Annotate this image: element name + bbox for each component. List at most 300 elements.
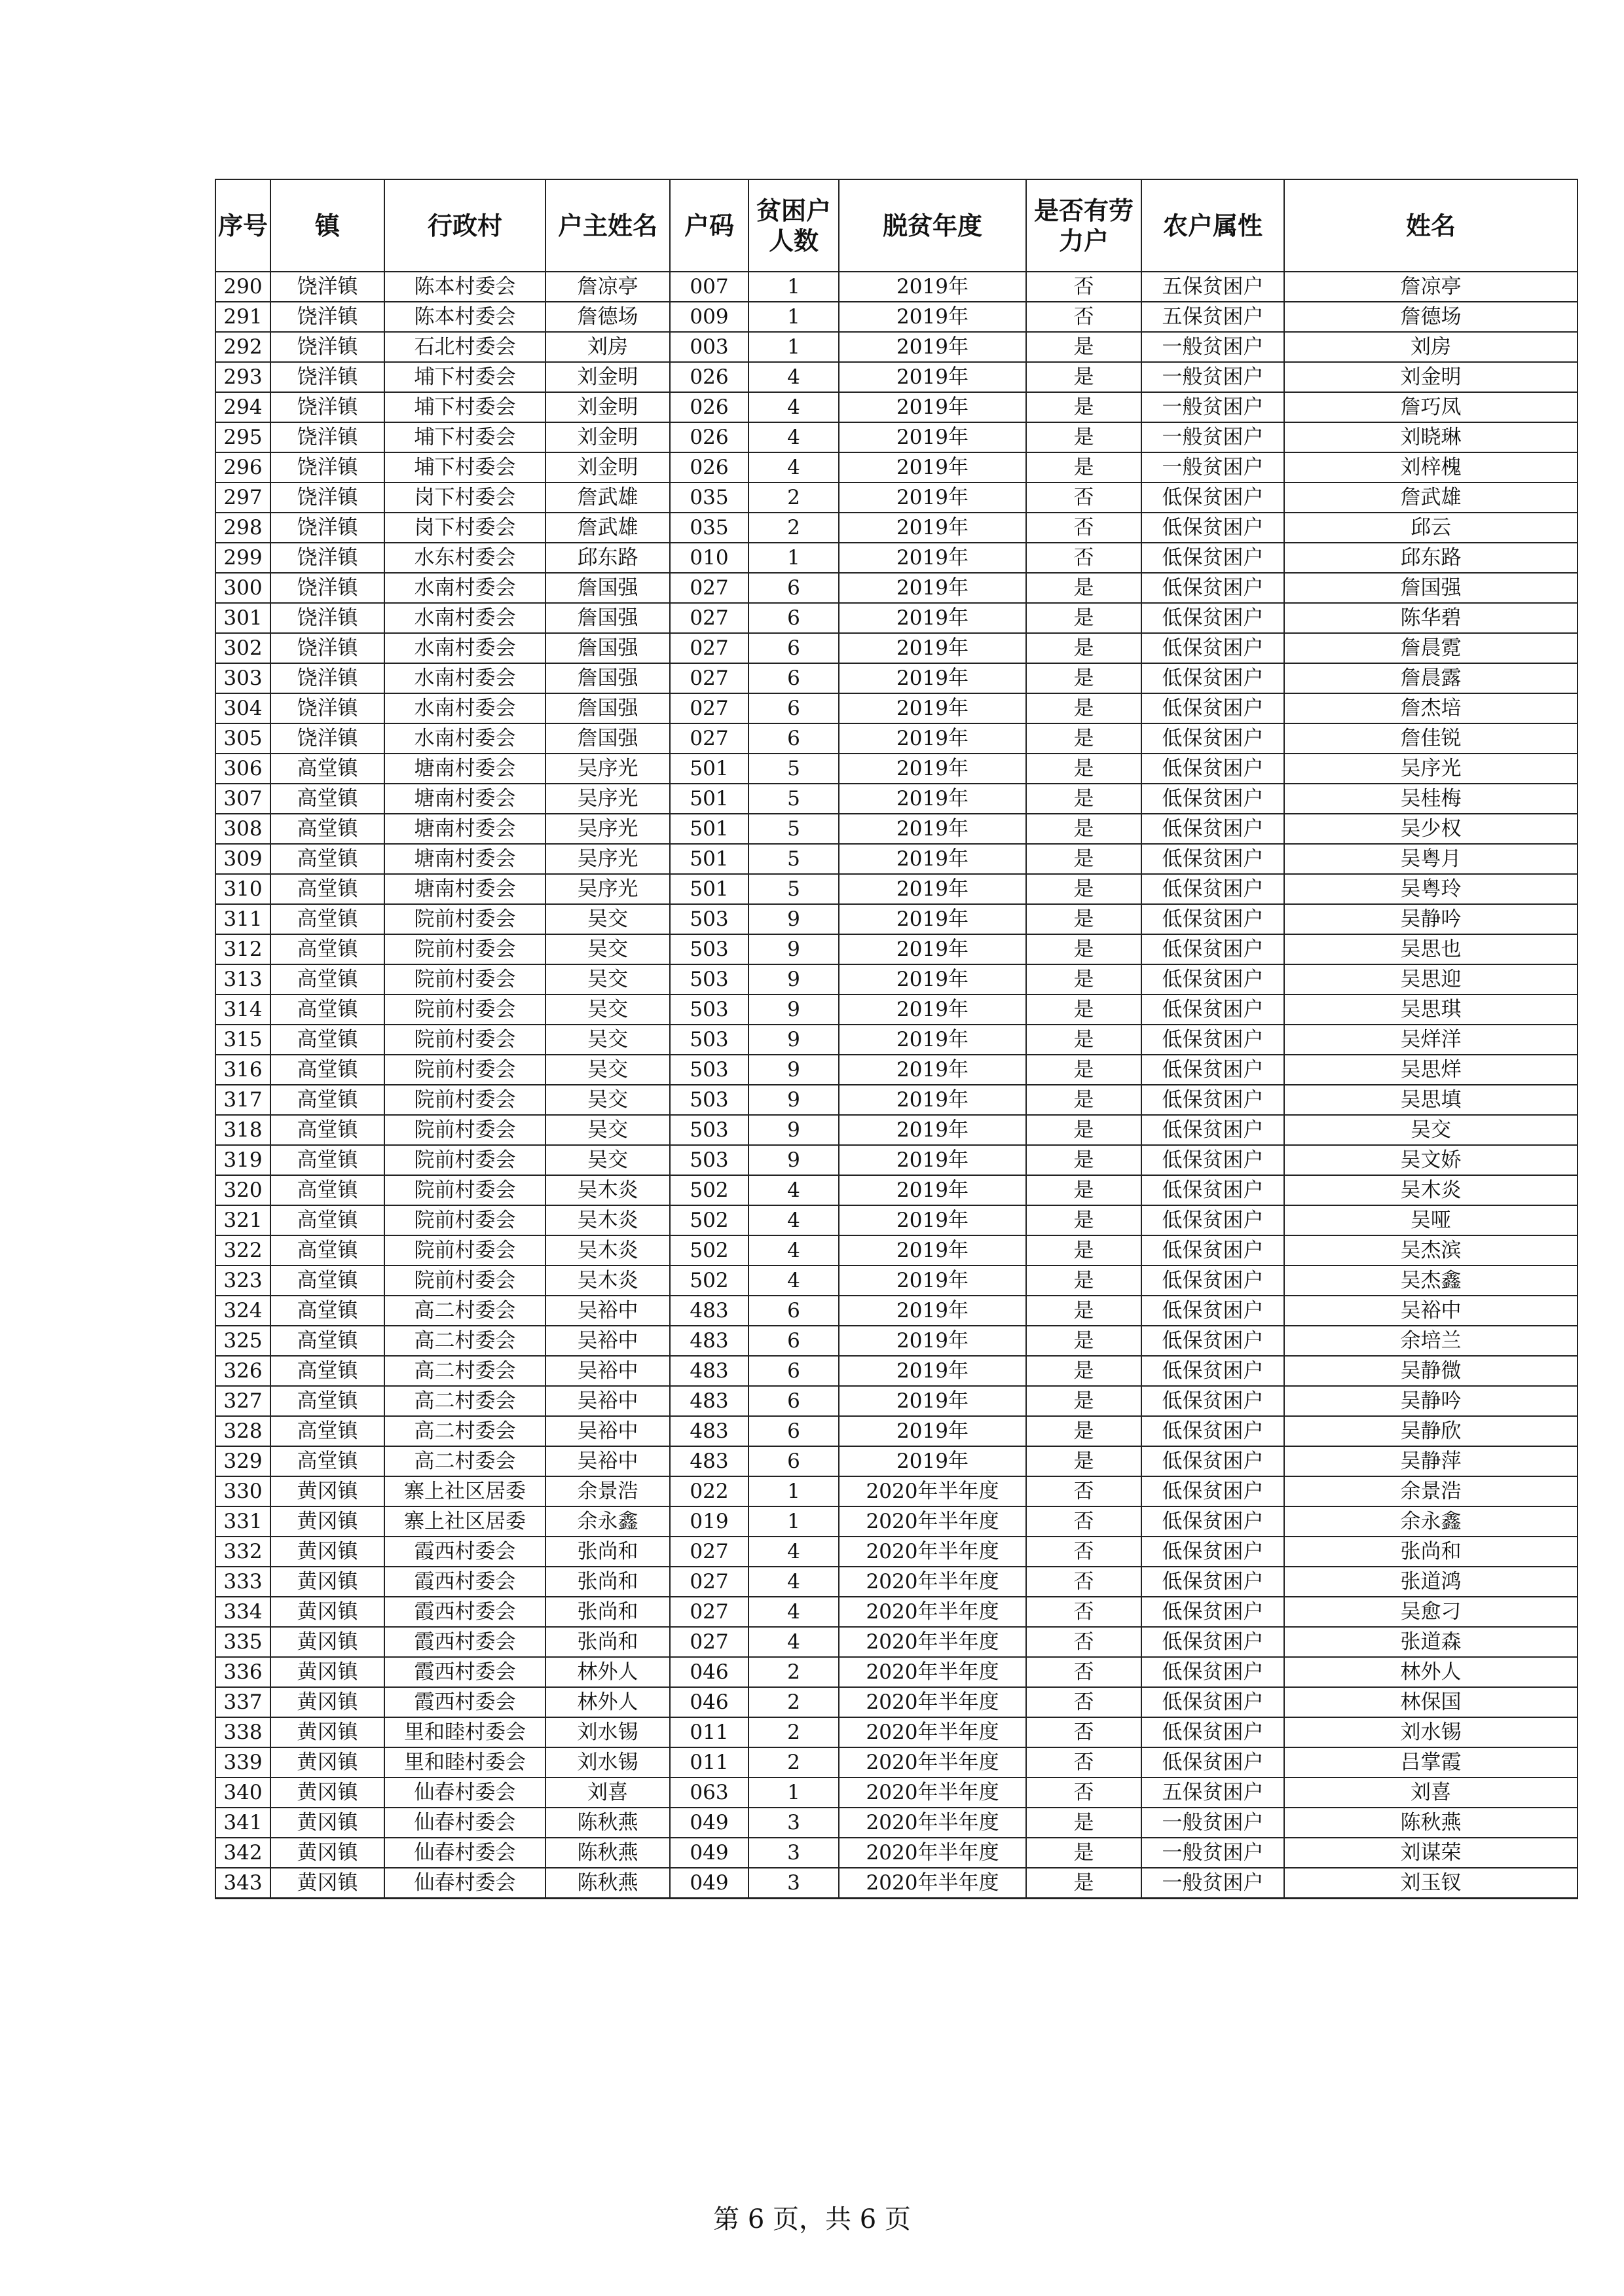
table-row [215, 994, 1578, 1025]
cell-member-count: 1 [748, 1476, 839, 1506]
cell-town: 高堂镇 [270, 1115, 384, 1145]
cell-householder: 詹国强 [545, 603, 670, 633]
cell-village: 院前村委会 [384, 1145, 545, 1175]
cell-labor-flag: 是 [1026, 1296, 1141, 1326]
cell-name: 余培兰 [1284, 1326, 1578, 1356]
cell-village: 霞西村委会 [384, 1687, 545, 1717]
cell-index: 338 [215, 1717, 270, 1747]
cell-exit-year: 2019年 [839, 332, 1026, 362]
cell-name: 詹巧凤 [1284, 392, 1578, 422]
cell-exit-year: 2019年 [839, 1356, 1026, 1386]
cell-householder: 吴裕中 [545, 1446, 670, 1476]
cell-member-count: 6 [748, 1296, 839, 1326]
cell-member-count: 3 [748, 1808, 839, 1838]
table-row [215, 1386, 1578, 1416]
cell-index: 328 [215, 1416, 270, 1446]
cell-household-code: 501 [670, 814, 748, 844]
cell-member-count: 9 [748, 994, 839, 1025]
cell-index: 309 [215, 844, 270, 874]
cell-exit-year: 2019年 [839, 754, 1026, 784]
cell-village: 院前村委会 [384, 994, 545, 1025]
table-row [215, 1868, 1578, 1899]
cell-householder: 詹国强 [545, 573, 670, 603]
cell-name: 詹杰培 [1284, 693, 1578, 723]
cell-householder: 吴木炎 [545, 1266, 670, 1296]
cell-household-type: 低保贫困户 [1141, 1717, 1284, 1747]
cell-householder: 刘喜 [545, 1777, 670, 1808]
cell-householder: 吴交 [545, 1085, 670, 1115]
cell-name: 吕掌霞 [1284, 1747, 1578, 1777]
cell-town: 饶洋镇 [270, 723, 384, 754]
cell-household-type: 低保贫困户 [1141, 693, 1284, 723]
cell-village: 岗下村委会 [384, 483, 545, 513]
cell-town: 高堂镇 [270, 1055, 384, 1085]
cell-exit-year: 2019年 [839, 663, 1026, 693]
cell-name: 吴粤月 [1284, 844, 1578, 874]
cell-town: 高堂镇 [270, 1416, 384, 1446]
cell-member-count: 1 [748, 332, 839, 362]
cell-index: 311 [215, 904, 270, 934]
cell-household-code: 027 [670, 1627, 748, 1657]
cell-index: 300 [215, 573, 270, 603]
cell-village: 寨上社区居委 [384, 1506, 545, 1537]
cell-town: 高堂镇 [270, 964, 384, 994]
cell-exit-year: 2020年半年度 [839, 1657, 1026, 1687]
cell-household-code: 022 [670, 1476, 748, 1506]
cell-household-code: 027 [670, 633, 748, 663]
cell-index: 304 [215, 693, 270, 723]
table-row [215, 723, 1578, 754]
cell-member-count: 9 [748, 1055, 839, 1085]
cell-name: 吴烊洋 [1284, 1025, 1578, 1055]
cell-member-count: 1 [748, 272, 839, 302]
cell-index: 342 [215, 1838, 270, 1868]
cell-exit-year: 2019年 [839, 302, 1026, 332]
table-row [215, 1025, 1578, 1055]
cell-index: 306 [215, 754, 270, 784]
cell-village: 塘南村委会 [384, 874, 545, 904]
cell-village: 埔下村委会 [384, 422, 545, 452]
table-row [215, 1567, 1578, 1597]
cell-village: 仙春村委会 [384, 1808, 545, 1838]
cell-household-code: 027 [670, 1567, 748, 1597]
cell-household-code: 483 [670, 1296, 748, 1326]
cell-household-type: 五保贫困户 [1141, 1777, 1284, 1808]
cell-exit-year: 2019年 [839, 1326, 1026, 1356]
cell-householder: 吴序光 [545, 844, 670, 874]
cell-village: 霞西村委会 [384, 1657, 545, 1687]
cell-village: 高二村委会 [384, 1326, 545, 1356]
cell-householder: 刘金明 [545, 392, 670, 422]
cell-labor-flag: 否 [1026, 302, 1141, 332]
cell-householder: 刘金明 [545, 362, 670, 392]
cell-name: 张道森 [1284, 1627, 1578, 1657]
cell-householder: 吴裕中 [545, 1386, 670, 1416]
cell-labor-flag: 是 [1026, 603, 1141, 633]
cell-household-code: 011 [670, 1747, 748, 1777]
cell-town: 饶洋镇 [270, 392, 384, 422]
cell-name: 詹佳锐 [1284, 723, 1578, 754]
cell-labor-flag: 是 [1026, 723, 1141, 754]
table-row [215, 633, 1578, 663]
cell-household-type: 低保贫困户 [1141, 663, 1284, 693]
cell-village: 里和睦村委会 [384, 1747, 545, 1777]
cell-name: 吴杰鑫 [1284, 1266, 1578, 1296]
cell-labor-flag: 否 [1026, 1657, 1141, 1687]
cell-town: 饶洋镇 [270, 663, 384, 693]
cell-name: 吴木炎 [1284, 1175, 1578, 1205]
cell-exit-year: 2019年 [839, 633, 1026, 663]
cell-index: 339 [215, 1747, 270, 1777]
cell-exit-year: 2019年 [839, 1025, 1026, 1055]
cell-town: 饶洋镇 [270, 362, 384, 392]
cell-household-code: 049 [670, 1868, 748, 1899]
cell-household-code: 035 [670, 513, 748, 543]
cell-member-count: 2 [748, 1657, 839, 1687]
cell-town: 饶洋镇 [270, 272, 384, 302]
cell-village: 埔下村委会 [384, 362, 545, 392]
table-body [215, 272, 1578, 1899]
cell-household-code: 026 [670, 452, 748, 483]
table-row [215, 1717, 1578, 1747]
cell-name: 陈华碧 [1284, 603, 1578, 633]
cell-household-code: 503 [670, 1115, 748, 1145]
cell-household-code: 026 [670, 392, 748, 422]
cell-village: 水东村委会 [384, 543, 545, 573]
cell-labor-flag: 否 [1026, 543, 1141, 573]
cell-name: 刘房 [1284, 332, 1578, 362]
cell-householder: 吴木炎 [545, 1175, 670, 1205]
cell-household-type: 低保贫困户 [1141, 1356, 1284, 1386]
cell-labor-flag: 是 [1026, 1085, 1141, 1115]
cell-household-type: 一般贫困户 [1141, 392, 1284, 422]
cell-exit-year: 2019年 [839, 452, 1026, 483]
cell-town: 高堂镇 [270, 1356, 384, 1386]
cell-household-type: 低保贫困户 [1141, 1687, 1284, 1717]
cell-index: 340 [215, 1777, 270, 1808]
cell-member-count: 6 [748, 1446, 839, 1476]
cell-town: 黄冈镇 [270, 1838, 384, 1868]
header-exit-year: 脱贫年度 [839, 179, 1026, 272]
table-row [215, 1808, 1578, 1838]
cell-name: 吴裕中 [1284, 1296, 1578, 1326]
table-row [215, 1597, 1578, 1627]
cell-household-code: 063 [670, 1777, 748, 1808]
cell-labor-flag: 否 [1026, 1567, 1141, 1597]
cell-town: 饶洋镇 [270, 513, 384, 543]
cell-household-type: 低保贫困户 [1141, 1506, 1284, 1537]
cell-householder: 张尚和 [545, 1537, 670, 1567]
cell-householder: 吴序光 [545, 754, 670, 784]
cell-labor-flag: 是 [1026, 1356, 1141, 1386]
cell-member-count: 5 [748, 814, 839, 844]
cell-labor-flag: 是 [1026, 844, 1141, 874]
cell-household-type: 低保贫困户 [1141, 633, 1284, 663]
cell-index: 325 [215, 1326, 270, 1356]
cell-household-type: 低保贫困户 [1141, 874, 1284, 904]
cell-member-count: 5 [748, 844, 839, 874]
table-row [215, 1055, 1578, 1085]
cell-village: 高二村委会 [384, 1446, 545, 1476]
table-row [215, 1838, 1578, 1868]
cell-exit-year: 2019年 [839, 1115, 1026, 1145]
cell-exit-year: 2019年 [839, 573, 1026, 603]
cell-town: 黄冈镇 [270, 1476, 384, 1506]
cell-exit-year: 2020年半年度 [839, 1838, 1026, 1868]
cell-town: 黄冈镇 [270, 1657, 384, 1687]
cell-exit-year: 2019年 [839, 603, 1026, 633]
cell-town: 饶洋镇 [270, 302, 384, 332]
header-village: 行政村 [384, 179, 545, 272]
cell-name: 吴文娇 [1284, 1145, 1578, 1175]
cell-labor-flag: 否 [1026, 513, 1141, 543]
cell-householder: 吴序光 [545, 874, 670, 904]
cell-household-type: 低保贫困户 [1141, 1476, 1284, 1506]
cell-name: 邱东路 [1284, 543, 1578, 573]
cell-exit-year: 2019年 [839, 814, 1026, 844]
cell-town: 高堂镇 [270, 1175, 384, 1205]
cell-index: 310 [215, 874, 270, 904]
cell-household-code: 501 [670, 844, 748, 874]
cell-household-type: 低保贫困户 [1141, 1175, 1284, 1205]
cell-labor-flag: 是 [1026, 1145, 1141, 1175]
cell-householder: 吴裕中 [545, 1296, 670, 1326]
cell-householder: 刘水锡 [545, 1717, 670, 1747]
table-row [215, 663, 1578, 693]
cell-name: 吴少权 [1284, 814, 1578, 844]
cell-member-count: 4 [748, 1627, 839, 1657]
cell-labor-flag: 是 [1026, 874, 1141, 904]
cell-village: 塘南村委会 [384, 754, 545, 784]
poverty-household-table [215, 179, 1578, 1899]
cell-householder: 詹国强 [545, 633, 670, 663]
cell-index: 326 [215, 1356, 270, 1386]
cell-village: 院前村委会 [384, 934, 545, 964]
cell-household-code: 483 [670, 1386, 748, 1416]
cell-householder: 詹德场 [545, 302, 670, 332]
cell-member-count: 4 [748, 1205, 839, 1235]
cell-household-type: 五保贫困户 [1141, 272, 1284, 302]
cell-member-count: 3 [748, 1838, 839, 1868]
cell-householder: 刘金明 [545, 452, 670, 483]
cell-householder: 吴交 [545, 904, 670, 934]
cell-village: 埔下村委会 [384, 452, 545, 483]
cell-exit-year: 2019年 [839, 934, 1026, 964]
cell-exit-year: 2019年 [839, 272, 1026, 302]
cell-household-type: 低保贫困户 [1141, 1446, 1284, 1476]
cell-household-type: 低保贫困户 [1141, 603, 1284, 633]
cell-household-code: 027 [670, 693, 748, 723]
cell-village: 高二村委会 [384, 1386, 545, 1416]
cell-household-type: 低保贫困户 [1141, 1657, 1284, 1687]
cell-member-count: 4 [748, 1567, 839, 1597]
cell-member-count: 5 [748, 784, 839, 814]
cell-village: 高二村委会 [384, 1296, 545, 1326]
cell-name: 吴杰滨 [1284, 1235, 1578, 1266]
cell-householder: 张尚和 [545, 1567, 670, 1597]
cell-household-type: 低保贫困户 [1141, 483, 1284, 513]
cell-labor-flag: 否 [1026, 483, 1141, 513]
cell-household-code: 027 [670, 573, 748, 603]
cell-member-count: 4 [748, 1266, 839, 1296]
cell-householder: 詹国强 [545, 693, 670, 723]
cell-index: 331 [215, 1506, 270, 1537]
cell-town: 黄冈镇 [270, 1597, 384, 1627]
cell-household-type: 低保贫困户 [1141, 723, 1284, 754]
cell-householder: 林外人 [545, 1657, 670, 1687]
cell-village: 石北村委会 [384, 332, 545, 362]
cell-town: 黄冈镇 [270, 1627, 384, 1657]
table-row [215, 272, 1578, 302]
cell-index: 333 [215, 1567, 270, 1597]
cell-exit-year: 2020年半年度 [839, 1627, 1026, 1657]
cell-index: 294 [215, 392, 270, 422]
cell-town: 高堂镇 [270, 1145, 384, 1175]
cell-index: 290 [215, 272, 270, 302]
cell-town: 饶洋镇 [270, 603, 384, 633]
cell-exit-year: 2020年半年度 [839, 1597, 1026, 1627]
cell-index: 315 [215, 1025, 270, 1055]
cell-household-type: 低保贫困户 [1141, 1537, 1284, 1567]
cell-village: 霞西村委会 [384, 1537, 545, 1567]
cell-household-type: 低保贫困户 [1141, 1627, 1284, 1657]
cell-household-type: 低保贫困户 [1141, 1326, 1284, 1356]
cell-village: 塘南村委会 [384, 784, 545, 814]
cell-name: 吴思琪 [1284, 994, 1578, 1025]
cell-labor-flag: 否 [1026, 1476, 1141, 1506]
cell-index: 295 [215, 422, 270, 452]
cell-index: 343 [215, 1868, 270, 1899]
cell-householder: 张尚和 [545, 1627, 670, 1657]
cell-village: 水南村委会 [384, 693, 545, 723]
cell-labor-flag: 是 [1026, 1025, 1141, 1055]
cell-labor-flag: 否 [1026, 1597, 1141, 1627]
cell-householder: 吴裕中 [545, 1326, 670, 1356]
cell-exit-year: 2019年 [839, 1205, 1026, 1235]
cell-village: 院前村委会 [384, 1205, 545, 1235]
table-row [215, 1175, 1578, 1205]
table-row [215, 1627, 1578, 1657]
cell-village: 院前村委会 [384, 1055, 545, 1085]
cell-labor-flag: 是 [1026, 633, 1141, 663]
cell-exit-year: 2019年 [839, 844, 1026, 874]
cell-member-count: 4 [748, 1175, 839, 1205]
table-row [215, 784, 1578, 814]
cell-household-type: 低保贫困户 [1141, 754, 1284, 784]
cell-index: 318 [215, 1115, 270, 1145]
cell-exit-year: 2019年 [839, 964, 1026, 994]
cell-labor-flag: 是 [1026, 904, 1141, 934]
cell-householder: 吴序光 [545, 814, 670, 844]
header-household-code: 户码 [670, 179, 748, 272]
table-row [215, 844, 1578, 874]
cell-householder: 詹国强 [545, 663, 670, 693]
cell-labor-flag: 是 [1026, 1266, 1141, 1296]
cell-household-code: 501 [670, 784, 748, 814]
table-row [215, 1266, 1578, 1296]
cell-exit-year: 2019年 [839, 904, 1026, 934]
cell-village: 院前村委会 [384, 1266, 545, 1296]
cell-household-type: 低保贫困户 [1141, 784, 1284, 814]
cell-household-code: 046 [670, 1657, 748, 1687]
cell-exit-year: 2019年 [839, 543, 1026, 573]
cell-exit-year: 2020年半年度 [839, 1476, 1026, 1506]
cell-labor-flag: 是 [1026, 934, 1141, 964]
cell-labor-flag: 是 [1026, 1808, 1141, 1838]
cell-householder: 吴交 [545, 964, 670, 994]
table-row [215, 1687, 1578, 1717]
cell-index: 302 [215, 633, 270, 663]
table-row [215, 513, 1578, 543]
cell-village: 院前村委会 [384, 1085, 545, 1115]
cell-name: 吴思填 [1284, 1085, 1578, 1115]
cell-exit-year: 2019年 [839, 513, 1026, 543]
cell-labor-flag: 是 [1026, 1115, 1141, 1145]
cell-labor-flag: 是 [1026, 1205, 1141, 1235]
cell-village: 陈本村委会 [384, 302, 545, 332]
table-row [215, 1326, 1578, 1356]
cell-household-code: 027 [670, 723, 748, 754]
cell-householder: 吴序光 [545, 784, 670, 814]
cell-household-code: 483 [670, 1416, 748, 1446]
cell-household-type: 低保贫困户 [1141, 844, 1284, 874]
cell-index: 299 [215, 543, 270, 573]
cell-name: 吴静欣 [1284, 1416, 1578, 1446]
cell-name: 刘梓槐 [1284, 452, 1578, 483]
cell-name: 詹德场 [1284, 302, 1578, 332]
cell-household-type: 低保贫困户 [1141, 964, 1284, 994]
cell-exit-year: 2020年半年度 [839, 1506, 1026, 1537]
cell-index: 334 [215, 1597, 270, 1627]
cell-member-count: 6 [748, 723, 839, 754]
cell-labor-flag: 是 [1026, 332, 1141, 362]
cell-householder: 陈秋燕 [545, 1838, 670, 1868]
cell-town: 黄冈镇 [270, 1868, 384, 1899]
cell-household-code: 503 [670, 994, 748, 1025]
cell-householder: 吴裕中 [545, 1416, 670, 1446]
cell-name: 吴静吟 [1284, 1386, 1578, 1416]
cell-household-code: 010 [670, 543, 748, 573]
cell-labor-flag: 是 [1026, 422, 1141, 452]
cell-name: 张尚和 [1284, 1537, 1578, 1567]
cell-labor-flag: 否 [1026, 1506, 1141, 1537]
cell-householder: 吴交 [545, 1055, 670, 1085]
cell-household-code: 501 [670, 754, 748, 784]
cell-village: 高二村委会 [384, 1356, 545, 1386]
cell-member-count: 2 [748, 1717, 839, 1747]
cell-labor-flag: 否 [1026, 1687, 1141, 1717]
cell-member-count: 9 [748, 1085, 839, 1115]
cell-labor-flag: 否 [1026, 272, 1141, 302]
cell-exit-year: 2019年 [839, 1235, 1026, 1266]
cell-household-code: 502 [670, 1175, 748, 1205]
cell-member-count: 9 [748, 1145, 839, 1175]
cell-household-type: 低保贫困户 [1141, 814, 1284, 844]
cell-member-count: 2 [748, 1747, 839, 1777]
cell-index: 332 [215, 1537, 270, 1567]
cell-household-code: 011 [670, 1717, 748, 1747]
cell-household-type: 低保贫困户 [1141, 1055, 1284, 1085]
table-row [215, 1205, 1578, 1235]
cell-household-type: 低保贫困户 [1141, 1296, 1284, 1326]
table-row [215, 1145, 1578, 1175]
cell-index: 336 [215, 1657, 270, 1687]
cell-village: 里和睦村委会 [384, 1717, 545, 1747]
cell-household-code: 502 [670, 1205, 748, 1235]
cell-householder: 吴裕中 [545, 1356, 670, 1386]
cell-household-code: 502 [670, 1266, 748, 1296]
cell-household-type: 一般贫困户 [1141, 1808, 1284, 1838]
